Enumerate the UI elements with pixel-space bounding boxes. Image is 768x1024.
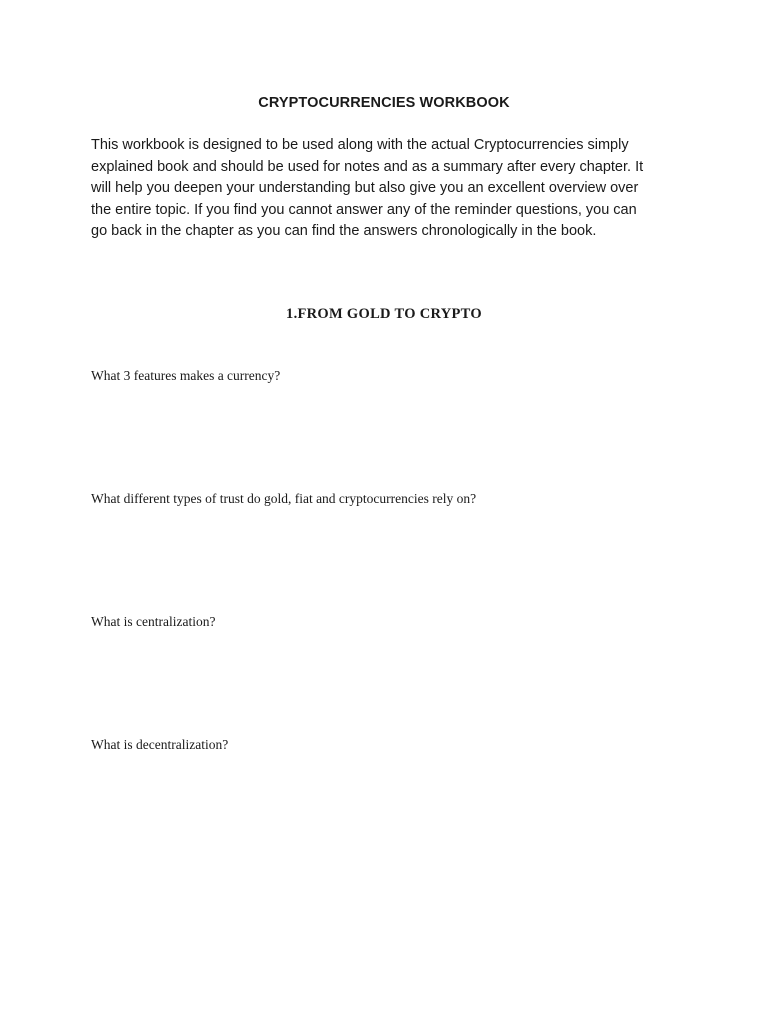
chapter-heading: 1.FROM GOLD TO CRYPTO xyxy=(286,306,482,322)
intro-line: This workbook is designed to be used along with the actual Cryptocurrencies simply xyxy=(91,137,629,153)
question-centralization: What is centralization? xyxy=(91,614,216,629)
question-types-of-trust: What different types of trust do gold, fiat and cryptocurrencies rely on? xyxy=(91,491,477,506)
question-features-of-currency: What 3 features makes a currency? xyxy=(91,368,281,383)
intro-line: explained book and should be used for notes and as a summary after every chapter. It xyxy=(91,158,644,175)
question-decentralization: What is decentralization? xyxy=(91,737,229,752)
document-title: CRYPTOCURRENCIES WORKBOOK xyxy=(258,95,510,111)
intro-line: go back in the chapter as you can find the answers chronologically in the book. xyxy=(91,223,597,240)
intro-line: the entire topic. If you find you cannot answer any of the reminder questions, you can xyxy=(91,201,637,218)
intro-paragraph xyxy=(91,135,691,243)
intro-line: will help you deepen your understanding but also give you an excellent overview over xyxy=(91,180,639,197)
